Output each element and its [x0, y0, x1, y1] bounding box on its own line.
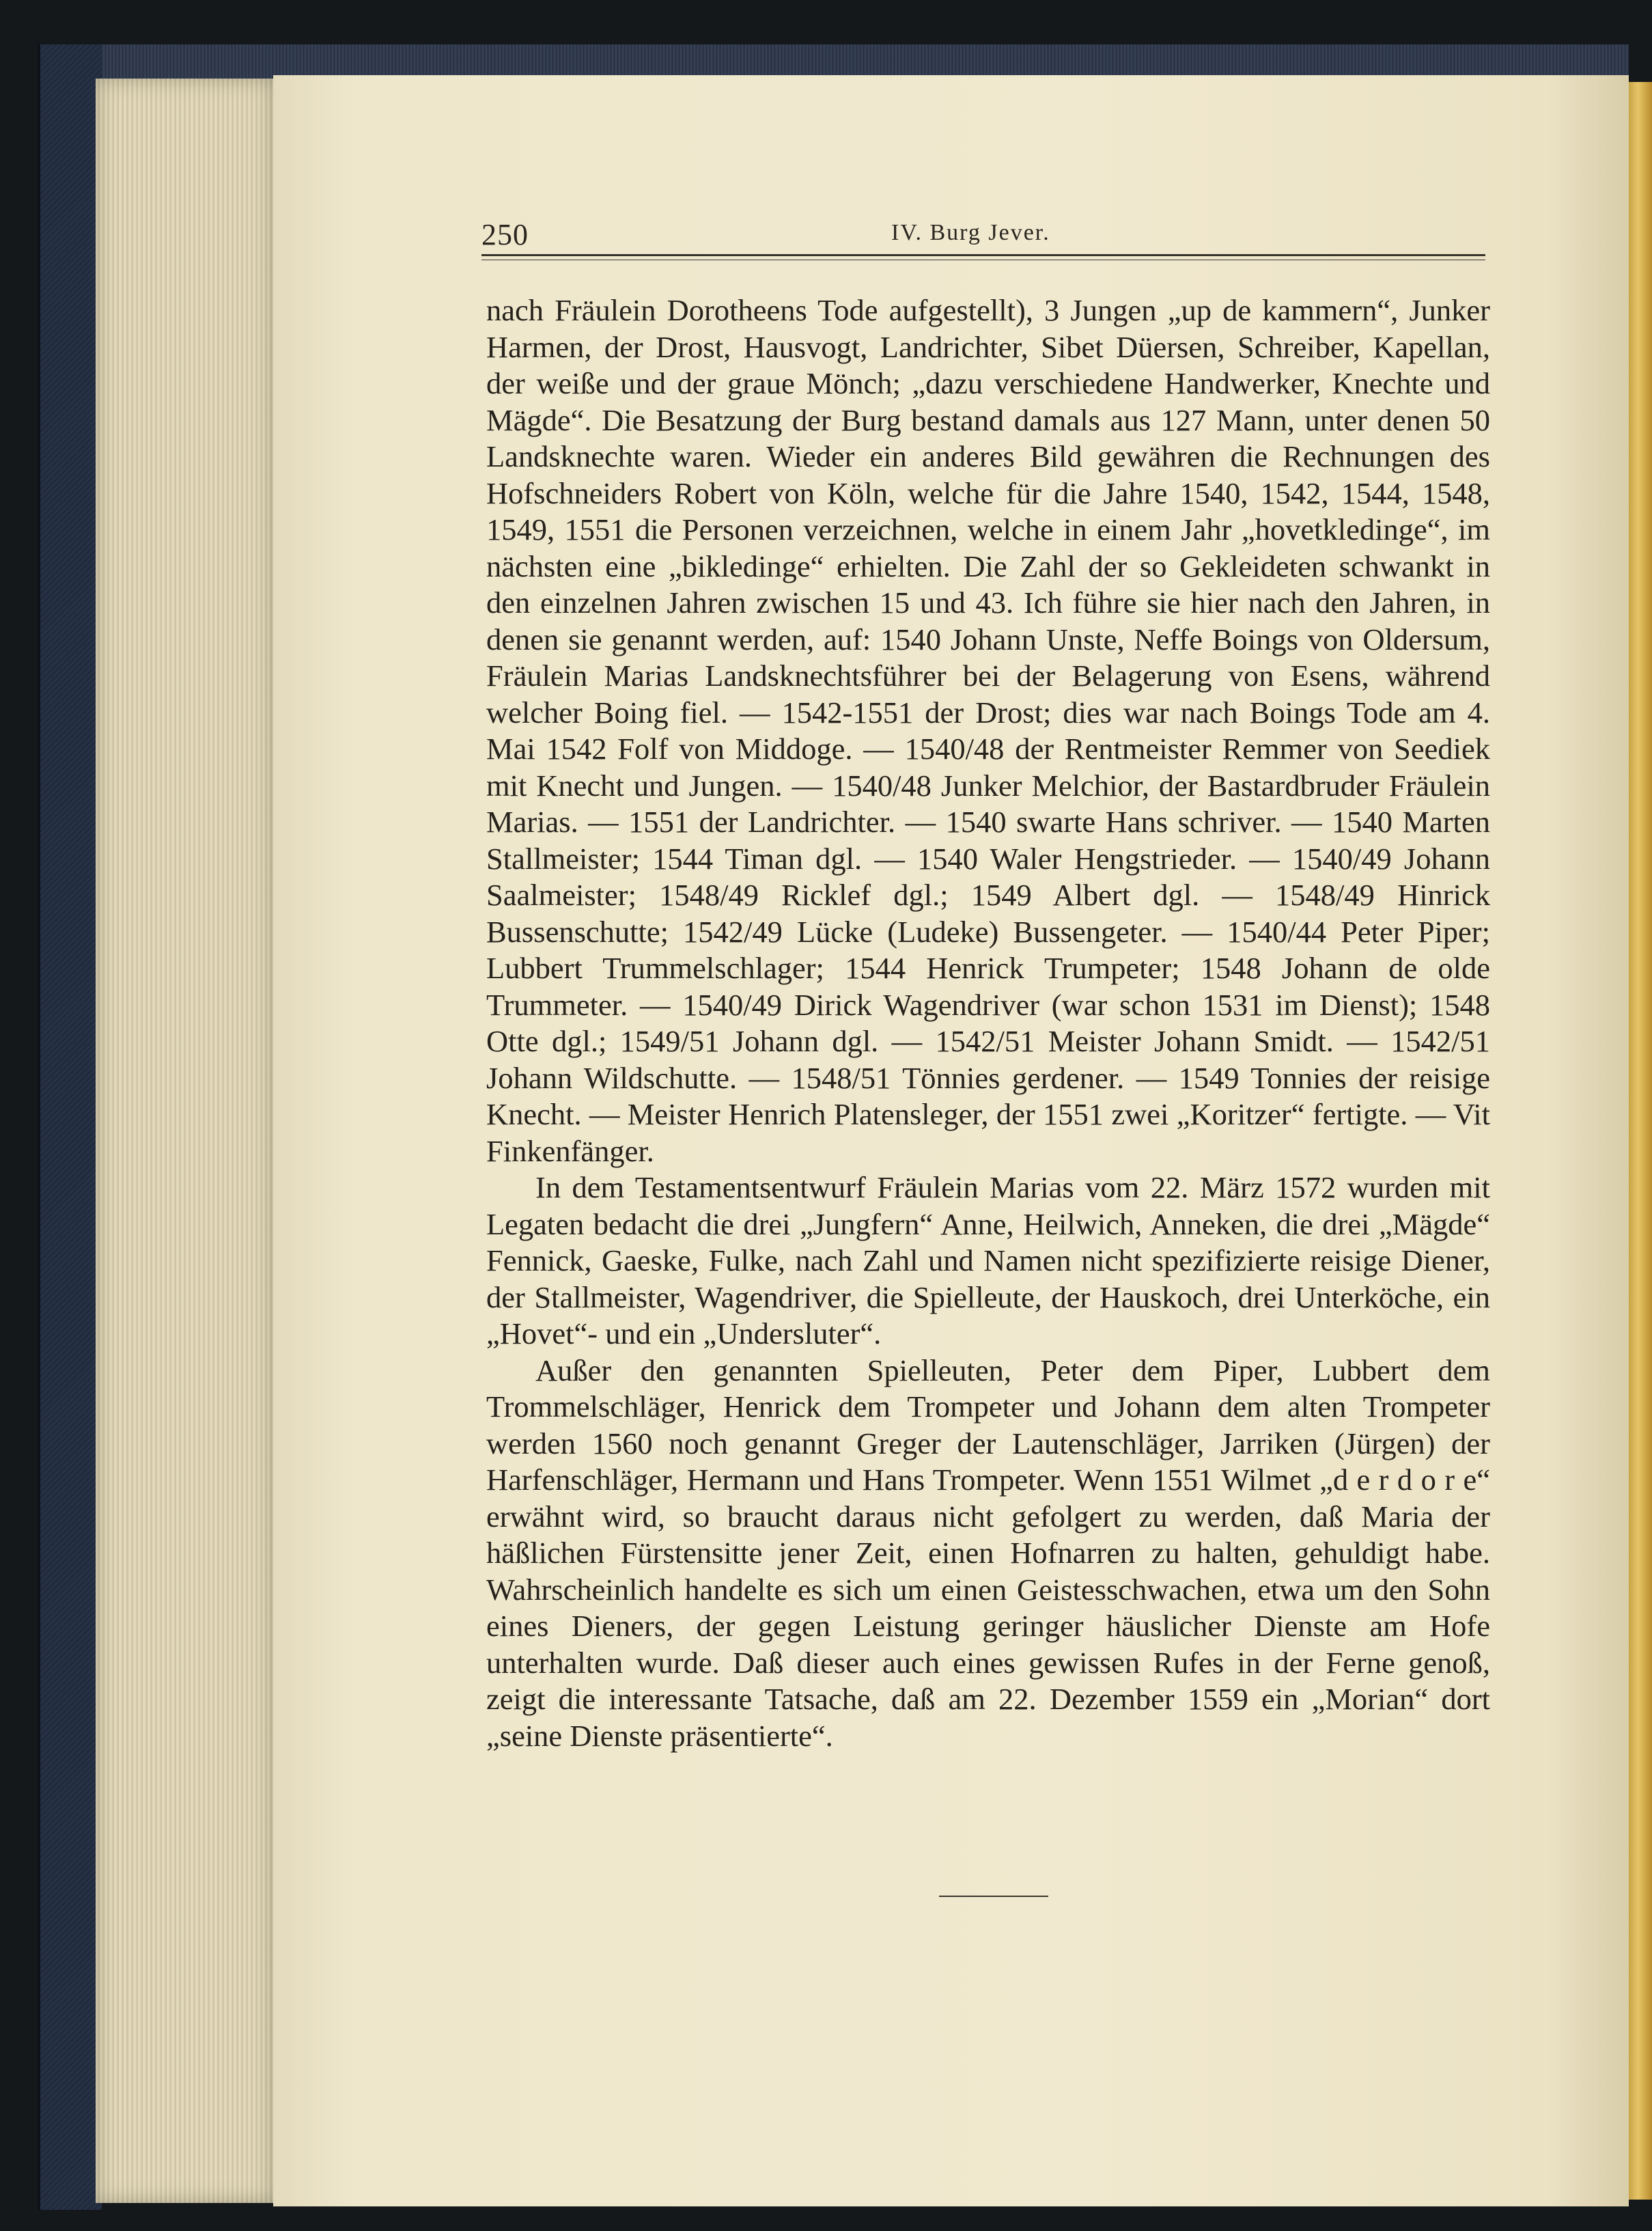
page-number: 250 — [481, 218, 529, 251]
cloth-binding — [38, 44, 102, 2210]
top-edge — [38, 44, 1629, 79]
paragraph-1: nach Fräulein Dorotheens Tode aufgestellt), 3 Jungen „up de kammern“, Junker Harmen, der Drost, Hausvogt, Landrichter, Sibet Düersen, Schreiber, Kapellan, der weiße und der graue Mönch; „dazu verschiedene Handwerker, Knechte und Mägde“. Die Besatzung der Burg bestand damals aus 127 Mann, unter denen 50 Landsknechte waren. Wieder ein anderes Bild gewähren die Rechnungen des Hofschneiders Robert von Köln, welche für die Jahre 1540, 1542, 1544, 1548, 1549, 1551 die Personen verzeichnen, welche in einem Jahr „hovetkledinge“, im nächsten eine „bikledinge“ erhielten. Die Zahl der so Gekleideten schwankt in den einzelnen Jahren zwischen 15 und 43. Ich führe sie hier nach den Jahren, in denen sie genannt werden, auf: 1540 Johann Unste, Neffe Boings von Oldersum, Fräulein Marias Landsknechtsführer bei der Belagerung von Esens, während welcher Boing fiel. — 1542-1551 der Drost; dies war nach Boings Tode am 4. Mai 1542 Folf von Middoge. — 1540/48 der Rentmeister Remmer von Seediek mit Knecht und Jungen. — 1540/48 Junker Melchior, der Bastardbruder Fräulein Marias. — 1551 der Landrichter. — 1540 swarte Hans schriver. — 1540 Marten Stallmeister; 1544 Timan dgl. — 1540 Waler Hengstrieder. — 1540/49 Johann Saalmeister; 1548/49 Ricklef dgl.; 1549 Albert dgl. — 1548/49 Hinrick Bussenschutte; 1542/49 Lücke (Ludeke) Bussengeter. — 1540/44 Peter Piper; Lubbert Trummelschlager; 1544 Henrick Trumpeter; 1548 Johann de olde Trummeter. — 1540/49 Dirick Wagendriver (war schon 1531 im Dienst); 1548 Otte dgl.; 1549/51 Johann dgl. — 1542/51 Meister Johann Smidt. — 1542/51 Johann Wildschutte. — 1548/51 Tönnies gerdener. — 1549 Tonnies der reisige Knecht. — Meister Henrich Platensleger, der 1551 zwei „Koritzer“ fertigte. — Vit Finkenfänger. — [486, 293, 1490, 1168]
page-gutter-edge — [1629, 82, 1652, 2200]
running-title: IV. Burg Jever. — [891, 220, 1050, 245]
header-rule — [481, 254, 1485, 256]
section-end-rule — [939, 1896, 1048, 1897]
paragraph-2: In dem Testamentsentwurf Fräulein Marias vom 22. März 1572 wurden mit Legaten bedacht die drei „Jungfern“ Anne, Heilwich, Anneken, die drei „Mägde“ Fennick, Gaeske, Fulke, nach Zahl und Namen nicht spezifizierte reisige Diener, der Stallmeister, Wagendriver, die Spielleute, der Hauskoch, drei Unterköche, ein „Hovet“- und ein „Undersluter“. — [486, 1170, 1490, 1350]
body-text — [486, 292, 1490, 1754]
paragraph-3: Außer den genannten Spielleuten, Peter dem Piper, Lubbert dem Trommelschläger, Henrick dem Trompeter und Johann dem alten Trompeter werden 1560 noch genannt Greger der Lautenschläger, Jarriken (Jürgen) der Harfenschläger, Hermann und Hans Trompeter. Wenn 1551 Wilmet „d e r d o r e“ erwähnt wird, so braucht daraus nicht gefolgert zu werden, daß Maria der häßlichen Fürstensitte jener Zeit, einen Hofnarren zu halten, gehuldigt habe. Wahrscheinlich handelte es sich um einen Geistesschwachen, etwa um den Sohn eines Dieners, der gegen Leistung geringer häuslicher Dienste am Hofe unterhalten wurde. Daß dieser auch eines gewissen Rufes in der Ferne genoß, zeigt die interessante Tatsache, daß am 22. Dezember 1559 ein „Morian“ dort „seine Dienste präsentierte“. — [486, 1353, 1490, 1753]
running-head — [481, 217, 1485, 255]
page-edges — [96, 79, 275, 2203]
